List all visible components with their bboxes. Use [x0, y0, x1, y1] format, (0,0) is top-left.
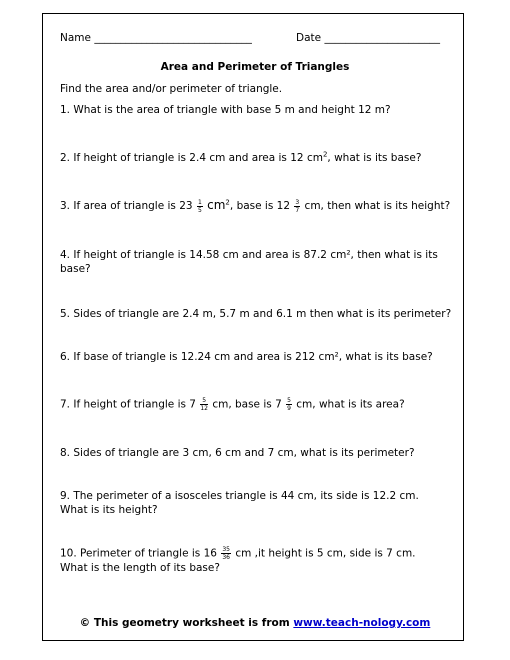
instructions: Find the area and/or perimeter of triangle. [60, 83, 283, 95]
fraction: $\frac{35}{36}$ [222, 546, 230, 561]
question-1: 1. What is the area of triangle with base 5 m and height 12 m? [60, 104, 391, 116]
date-blank: ______________________ [324, 32, 440, 44]
worksheet-title: Area and Perimeter of Triangles [160, 61, 350, 73]
question-4: 4. If height of triangle is 14.58 cm and area is 87.2 cm², then what is its base? [60, 249, 438, 275]
name-label: Name [60, 32, 91, 44]
fraction: $\frac{5}{9}$ [287, 397, 291, 412]
name-line [60, 31, 252, 45]
question-10: 10. Perimeter of triangle is 16 $\frac{35}{36}$ cm ,it height is 5 cm, side is 7 cm. What is the length of its base? [60, 546, 416, 574]
question-3: 3. If area of triangle is 23 $\frac{1}{5}$ $cm^2$, base is 12 $\frac{3}{7}$ cm, then what is its height? [60, 198, 451, 214]
question-6: 6. If base of triangle is 12.24 cm and area is 212 cm², what is its base? [60, 351, 433, 363]
footer-credit [0, 617, 510, 629]
question-7: 7. If height of triangle is 7 $\frac{5}{12}$ cm, base is 7 $\frac{5}{9}$ cm, what is its area? [60, 397, 405, 412]
footer-text: © This geometry worksheet is from [79, 617, 294, 629]
fraction: $\frac{5}{12}$ [200, 397, 208, 412]
question-9: 9. The perimeter of a isosceles triangle is 44 cm, its side is 12.2 cm. What is its height? [60, 490, 419, 516]
question-5: 5. Sides of triangle are 2.4 m, 5.7 m and 6.1 m then what is its perimeter? [60, 308, 452, 320]
name-blank: ______________________________ [94, 32, 252, 44]
fraction: $\frac{1}{5}$ [197, 198, 202, 214]
question-8: 8. Sides of triangle are 3 cm, 6 cm and 7 cm, what is its perimeter? [60, 447, 415, 459]
fraction: $\frac{3}{7}$ [295, 198, 300, 214]
question-2: 2. If height of triangle is 2.4 cm and area is 12 $cm^2$, what is its base? [60, 150, 422, 164]
footer-link[interactable]: www.teach-nology.com [293, 617, 431, 629]
date-label: Date [296, 32, 322, 44]
date-line [296, 31, 440, 45]
